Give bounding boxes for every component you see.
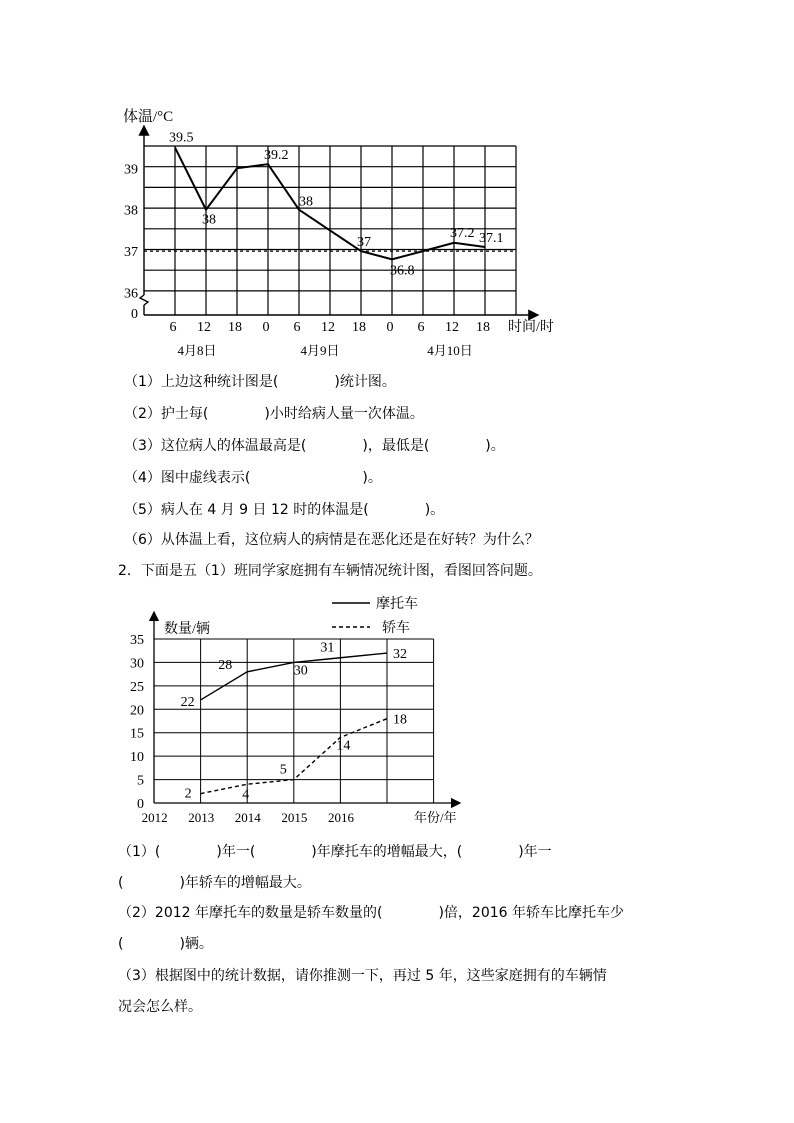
data-label: 14 [336, 738, 351, 754]
question-1-2: （2）护士每( )小时给病人量一次体温。 [124, 406, 424, 422]
data-label: 2 [184, 786, 192, 802]
y-tick-label: 30 [130, 656, 144, 672]
problem-2-heading: 2．下面是五（1）班同学家庭拥有车辆情况统计图，看图回答问题。 [118, 563, 542, 579]
x-tick-label: 6 [169, 320, 177, 335]
x-tick-label: 18 [476, 320, 490, 335]
question-2-2b: ( )辆。 [118, 936, 213, 952]
x-tick-label: 2012 [141, 810, 168, 825]
x-tick-label: 18 [352, 320, 366, 335]
x-tick-label: 2014 [234, 810, 261, 825]
question-2-1b: ( )年轿车的增幅最大。 [118, 875, 311, 891]
question-2-1a: （1）( )年一( )年摩托车的增幅最大，( )年一 [118, 844, 552, 860]
x-tick-label: 12 [197, 320, 211, 335]
temperature-x-axis-label: 时间/时 [508, 320, 554, 335]
data-label: 5 [279, 762, 287, 778]
data-label: 37.1 [479, 230, 504, 246]
x-tick-label: 0 [386, 320, 394, 335]
x-tick-label: 12 [445, 320, 459, 335]
y-tick-label: 0 [131, 307, 138, 322]
question-1-1: （1）上边这种统计图是( )统计图。 [124, 374, 396, 390]
x-tick-label: 12 [321, 320, 335, 335]
y-tick-label: 5 [137, 773, 144, 789]
y-tick-label: 20 [130, 703, 144, 719]
x-tick-label: 0 [262, 320, 270, 335]
y-tick-label: 36 [124, 286, 138, 302]
question-2-2a: （2）2012 年摩托车的数量是轿车数量的( )倍，2016 年轿车比摩托车少 [118, 905, 624, 921]
data-label: 39.5 [169, 130, 194, 146]
data-label: 38 [299, 194, 313, 210]
data-label: 18 [393, 712, 407, 728]
y-tick-label: 39 [124, 162, 138, 178]
question-2-3a: （3）根据图中的统计数据，请你推测一下，再过 5 年，这些家庭拥有的车辆情 [118, 968, 607, 984]
y-tick-label: 10 [130, 750, 144, 766]
vehicle-y-axis-label: 数量/辆 [164, 622, 210, 637]
day-label: 4月8日 [177, 343, 217, 358]
x-tick-label: 6 [417, 320, 425, 335]
temperature-y-axis-label: 体温/°C [123, 109, 174, 125]
vehicle-x-axis-label: 年份/年 [414, 810, 457, 825]
y-tick-label: 25 [130, 679, 144, 695]
data-label: 28 [218, 657, 233, 673]
x-tick-label: 2015 [281, 810, 308, 825]
x-tick-label: 2016 [328, 810, 354, 825]
y-tick-label: 35 [130, 633, 144, 648]
data-label: 31 [320, 640, 335, 656]
data-label: 30 [293, 663, 308, 679]
y-tick-label: 37 [124, 245, 138, 261]
question-1-6: （6）从体温上看，这位病人的病情是在恶化还是在好转？为什么？ [124, 532, 539, 548]
day-label: 4月10日 [427, 343, 473, 358]
data-label: 36.8 [390, 263, 415, 279]
data-label: 22 [180, 694, 195, 710]
day-label: 4月9日 [300, 343, 340, 358]
y-tick-label: 15 [130, 726, 144, 742]
data-label: 32 [393, 647, 407, 663]
question-1-3: （3）这位病人的体温最高是( )，最低是( )。 [124, 438, 505, 454]
y-tick-label: 0 [137, 797, 144, 812]
data-label: 37 [357, 235, 371, 251]
data-label: 4 [242, 787, 250, 803]
data-label: 38 [202, 212, 216, 228]
data-label: 39.2 [264, 148, 289, 164]
question-1-4: （4）图中虚线表示( )。 [124, 470, 382, 486]
x-tick-label: 2013 [188, 810, 215, 825]
question-2-3b: 况会怎么样。 [118, 999, 202, 1015]
legend-motorcycle-label: 摩托车 [376, 597, 418, 612]
x-tick-label: 6 [293, 320, 301, 335]
data-label: 37.2 [450, 225, 475, 241]
y-tick-label: 38 [124, 203, 138, 219]
x-tick-label: 18 [228, 320, 242, 335]
legend-car-label: 轿车 [382, 621, 410, 636]
question-1-5: （5）病人在 4 月 9 日 12 时的体温是( )。 [124, 502, 445, 518]
